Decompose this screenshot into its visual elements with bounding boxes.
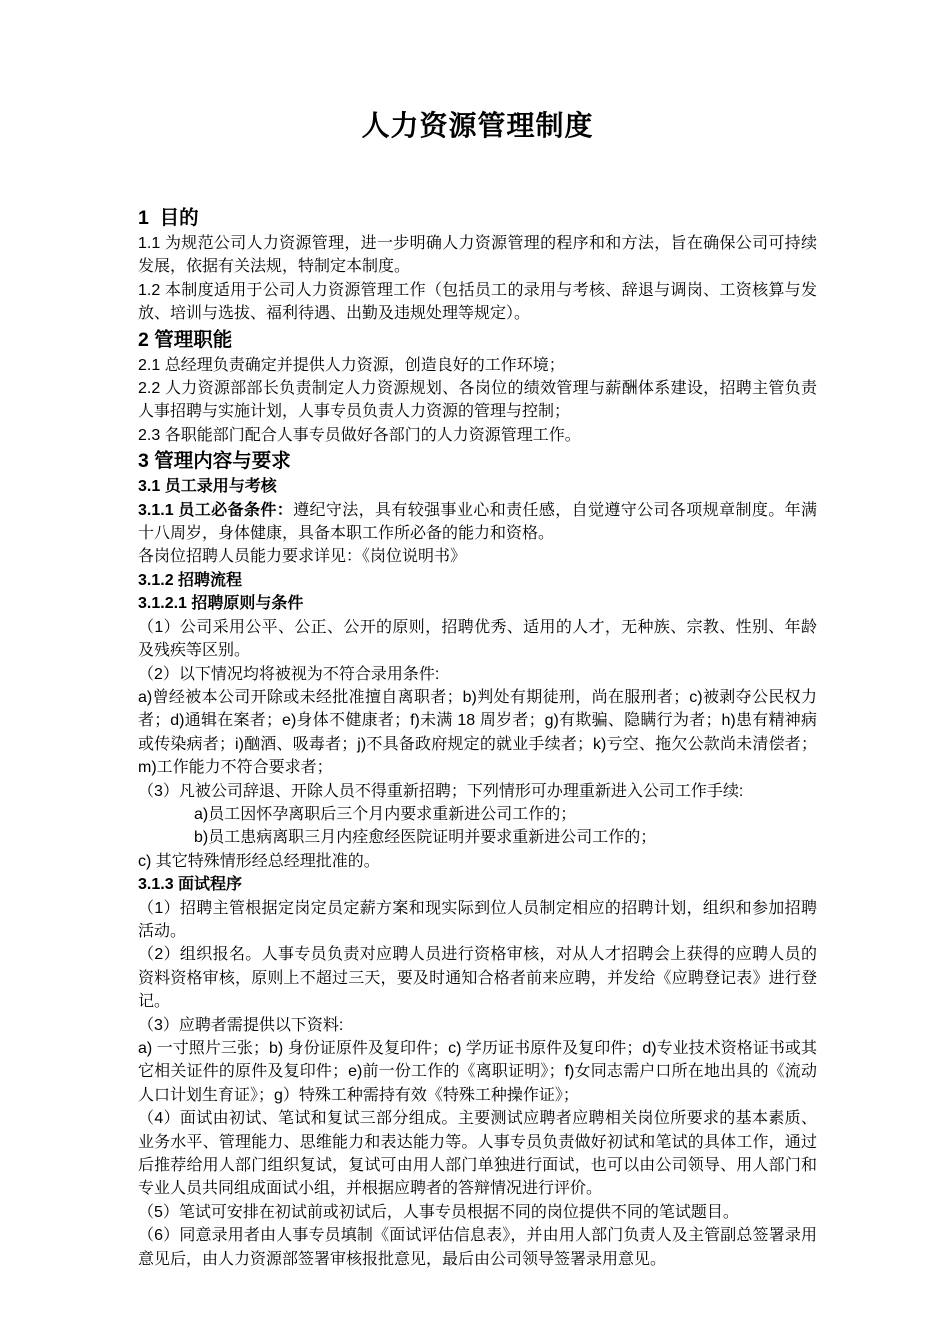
heading: 3.1.2 招聘流程 — [138, 571, 243, 589]
paragraph: （1）招聘主管根据定岗定员定薪方案和现实际到位人员制定相应的招聘计划，组织和参加招聘活动。 — [138, 899, 817, 940]
paragraph: （4）面试由初试、笔试和复试三部分组成。主要测试应聘者应聘相关岗位所要求的基本素质、业务水平、管理能力、思维能力和表达能力等。人事专员负责做好初试和笔试的具体工作，通过后推荐给用人部门组织复试，复试可由用人部门单独进行面试，也可以由公司领导、用人部门和专业人员共同组成面试小组，并根据应聘者的答辩情况进行评价。 — [138, 1110, 817, 1198]
text-run: 遵纪守法，具有较强事业心和责任感，自觉遵守公司各项规章制度。年满十八周岁，身体健康，具备本职工作所必备的能力和资格。 — [138, 501, 817, 543]
heading: 3.1 员工录用与考核 — [138, 478, 277, 496]
paragraph: （2）以下情况均将被视为不符合录用条件: — [138, 665, 440, 683]
paragraph: a)曾经被本公司开除或未经批准擅自离职者；b)判处有期徒刑，尚在服刑者；c)被剥夺公民权力者；d)通辑在案者；e)身体不健康者；f)未满 18 周岁者；g)有欺骗、隐瞒行为者；h)患有精神病或传染病者；i)酗酒、吸毒者；j)不具备政府规定的就业手续者；k)亏空、拖欠公款尚未清偿者；m)工作能力不符合要求者； — [138, 688, 817, 777]
paragraph: 2.2 人力资源部部长负责制定人力资源规划、各岗位的绩效管理与薪酬体系建设，招聘主管负责人事招聘与实施计划，人事专员负责人力资源的管理与控制； — [138, 380, 817, 421]
paragraph: b)员工患病离职三月内痊愈经医院证明并要求重新进公司工作的； — [194, 829, 657, 847]
paragraph: c) 其它特殊情形经总经理批准的。 — [138, 852, 380, 870]
document-body — [138, 204, 817, 1271]
paragraph: 2.3 各职能部门配合人事专员做好各部门的人力资源管理工作。 — [138, 426, 581, 444]
document-title: 人力资源管理制度 — [361, 110, 594, 141]
paragraph: （2）组织报名。人事专员负责对应聘人员进行资格审核，对从人才招聘会上获得的应聘人员的资料资格审核，原则上不超过三天，要及时通知合格者前来应聘，并发给《应聘登记表》进行登记。 — [138, 946, 817, 1011]
paragraph: （5）笔试可安排在初试前或初试后，人事专员根据不同的岗位提供不同的笔试题目。 — [138, 1203, 739, 1221]
paragraph: 2.1 总经理负责确定并提供人力资源，创造良好的工作环境； — [138, 356, 565, 374]
heading: 3.1.2.1 招聘原则与条件 — [138, 595, 304, 613]
paragraph: （1）公司采用公平、公正、公开的原则，招聘优秀、适用的人才，无种族、宗教、性别、年龄及残疾等区别。 — [138, 618, 817, 660]
paragraph: 1.1 为规范公司人力资源管理，进一步明确人力资源管理的程序和和方法，旨在确保公司可持续发展，依据有关法规，特制定本制度。 — [138, 235, 817, 276]
paragraph: a) 一寸照片三张；b) 身份证原件及复印件；c) 学历证书原件及复印件；d)专业技术资格证书或其它相关证件的原件及复印件；e)前一份工作的《离职证明》；f)女同志需户口所在地出具的《流动人口计划生育证》；g）特殊工种需持有效《特殊工种操作证》； — [138, 1040, 817, 1104]
paragraph: （6）同意录用者由人事专员填制《面试评估信息表》，并由用人部门负责人及主管副总签署录用意见后，由人力资源部签署审核报批意见，最后由公司领导签署录用意见。 — [138, 1227, 817, 1268]
heading: 3 管理内容与要求 — [138, 450, 291, 473]
paragraph — [138, 499, 817, 546]
bold-run: 3.1.1 员工必备条件： — [138, 501, 294, 519]
heading: 3.1.3 面试程序 — [138, 876, 243, 894]
heading: 1 目的 — [138, 207, 199, 229]
paragraph: a)员工因怀孕离职后三个月内要求重新进公司工作的； — [194, 805, 577, 823]
heading: 2 管理职能 — [138, 328, 233, 351]
paragraph: 各岗位招聘人员能力要求详见：《岗位说明书》 — [138, 548, 467, 566]
paragraph: （3）凡被公司辞退、开除人员不得重新招聘；下列情形可办理重新进入公司工作手续: — [138, 782, 744, 800]
paragraph: （3）应聘者需提供以下资料: — [138, 1016, 344, 1034]
paragraph: 1.2 本制度适用于公司人力资源管理工作（包括员工的录用与考核、辞退与调岗、工资核算与发放、培训与选拔、福利待遇、出勤及违规处理等规定）。 — [138, 281, 817, 323]
